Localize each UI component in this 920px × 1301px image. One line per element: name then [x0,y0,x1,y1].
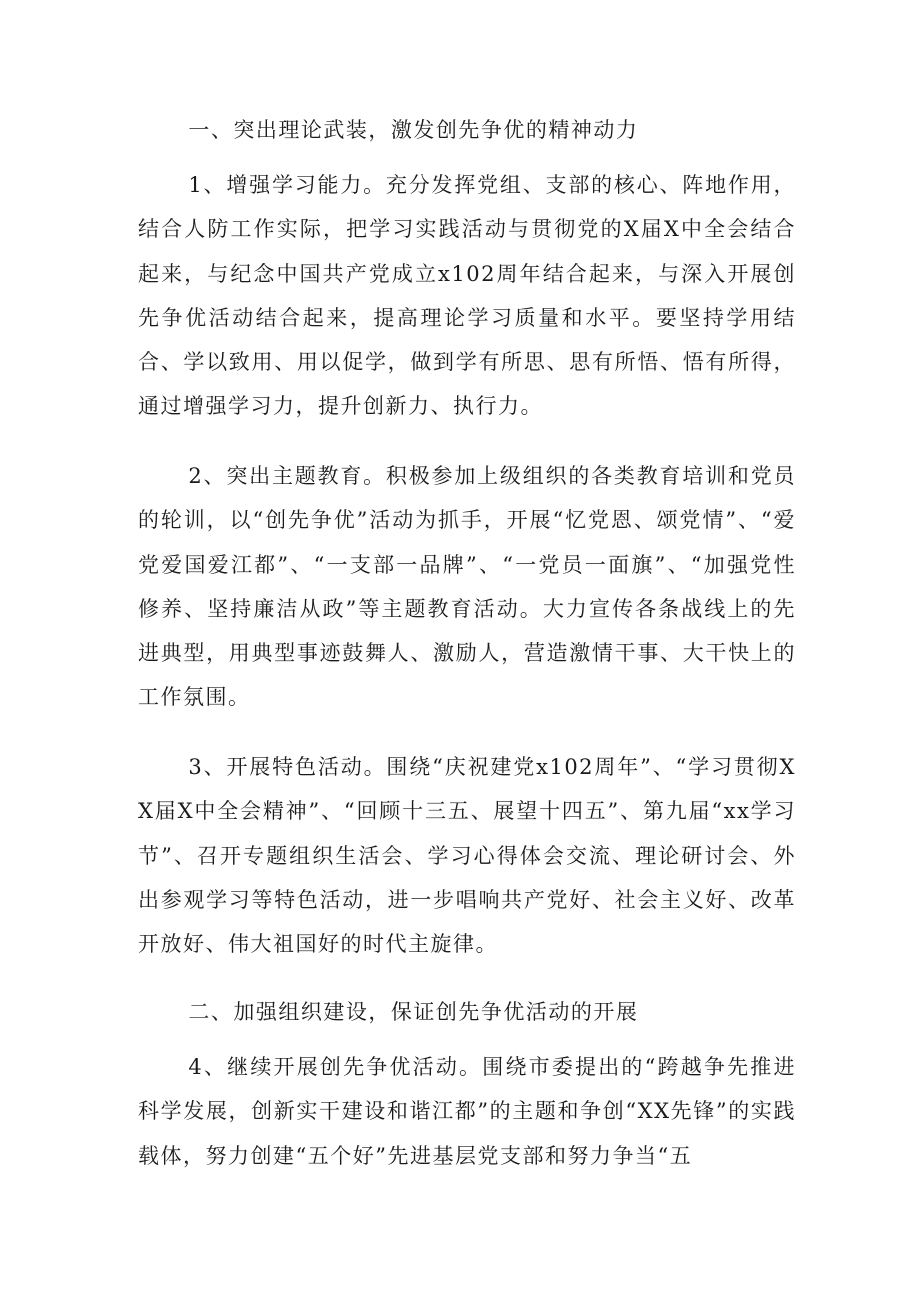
section-heading-2: 二、加强组织建设，保证创先争优活动的开展 [188,1000,639,1024]
paragraph-2: 2、突出主题教育。积极参加上级组织的各类教育培训和党员的轮训，以“创先争优”活动为抓手，开展“忆党恩、颂党情”、“爱党爱国爱江都”、“一支部一品牌”、“一党员一面旗”、“加强党性修养、坚持廉洁从政”等主题教育活动。大力宣传各条战线上的先进典型，用典型事迹鼓舞人、激励人，营造激情干事、大干快上的工作氛围。 [138,464,796,710]
paragraph-4: 4、继续开展创先争优活动。围绕市委提出的“跨越争先推进科学发展，创新实干建设和谐江都”的主题和争创“XX先锋”的实践载体，努力创建“五个好”先进基层党支部和努力争当“五 [138,1055,796,1168]
paragraph-3: 3、开展特色活动。围绕“庆祝建党x102周年”、“学习贯彻XX届X中全会精神”、“回顾十三五、展望十四五”、第九届“xx学习节”、召开专题组织生活会、学习心得体会交流、理论研讨会、外出参观学习等特色活动，进一步唱响共产党好、社会主义好、改革开放好、伟大祖国好的时代主旋律。 [138,755,796,957]
section-heading-1: 一、突出理论武装，激发创先争优的精神动力 [188,118,639,142]
paragraph-1: 1、增强学习能力。充分发挥党组、支部的核心、阵地作用，结合人防工作实际，把学习实践活动与贯彻党的X届X中全会结合起来，与纪念中国共产党成立x102周年结合起来，与深入开展创先争优活动结合起来，提高理论学习质量和水平。要坚持学用结合、学以致用、用以促学，做到学有所思、思有所悟、悟有所得，通过增强学习力，提升创新力、执行力。 [138,173,796,419]
